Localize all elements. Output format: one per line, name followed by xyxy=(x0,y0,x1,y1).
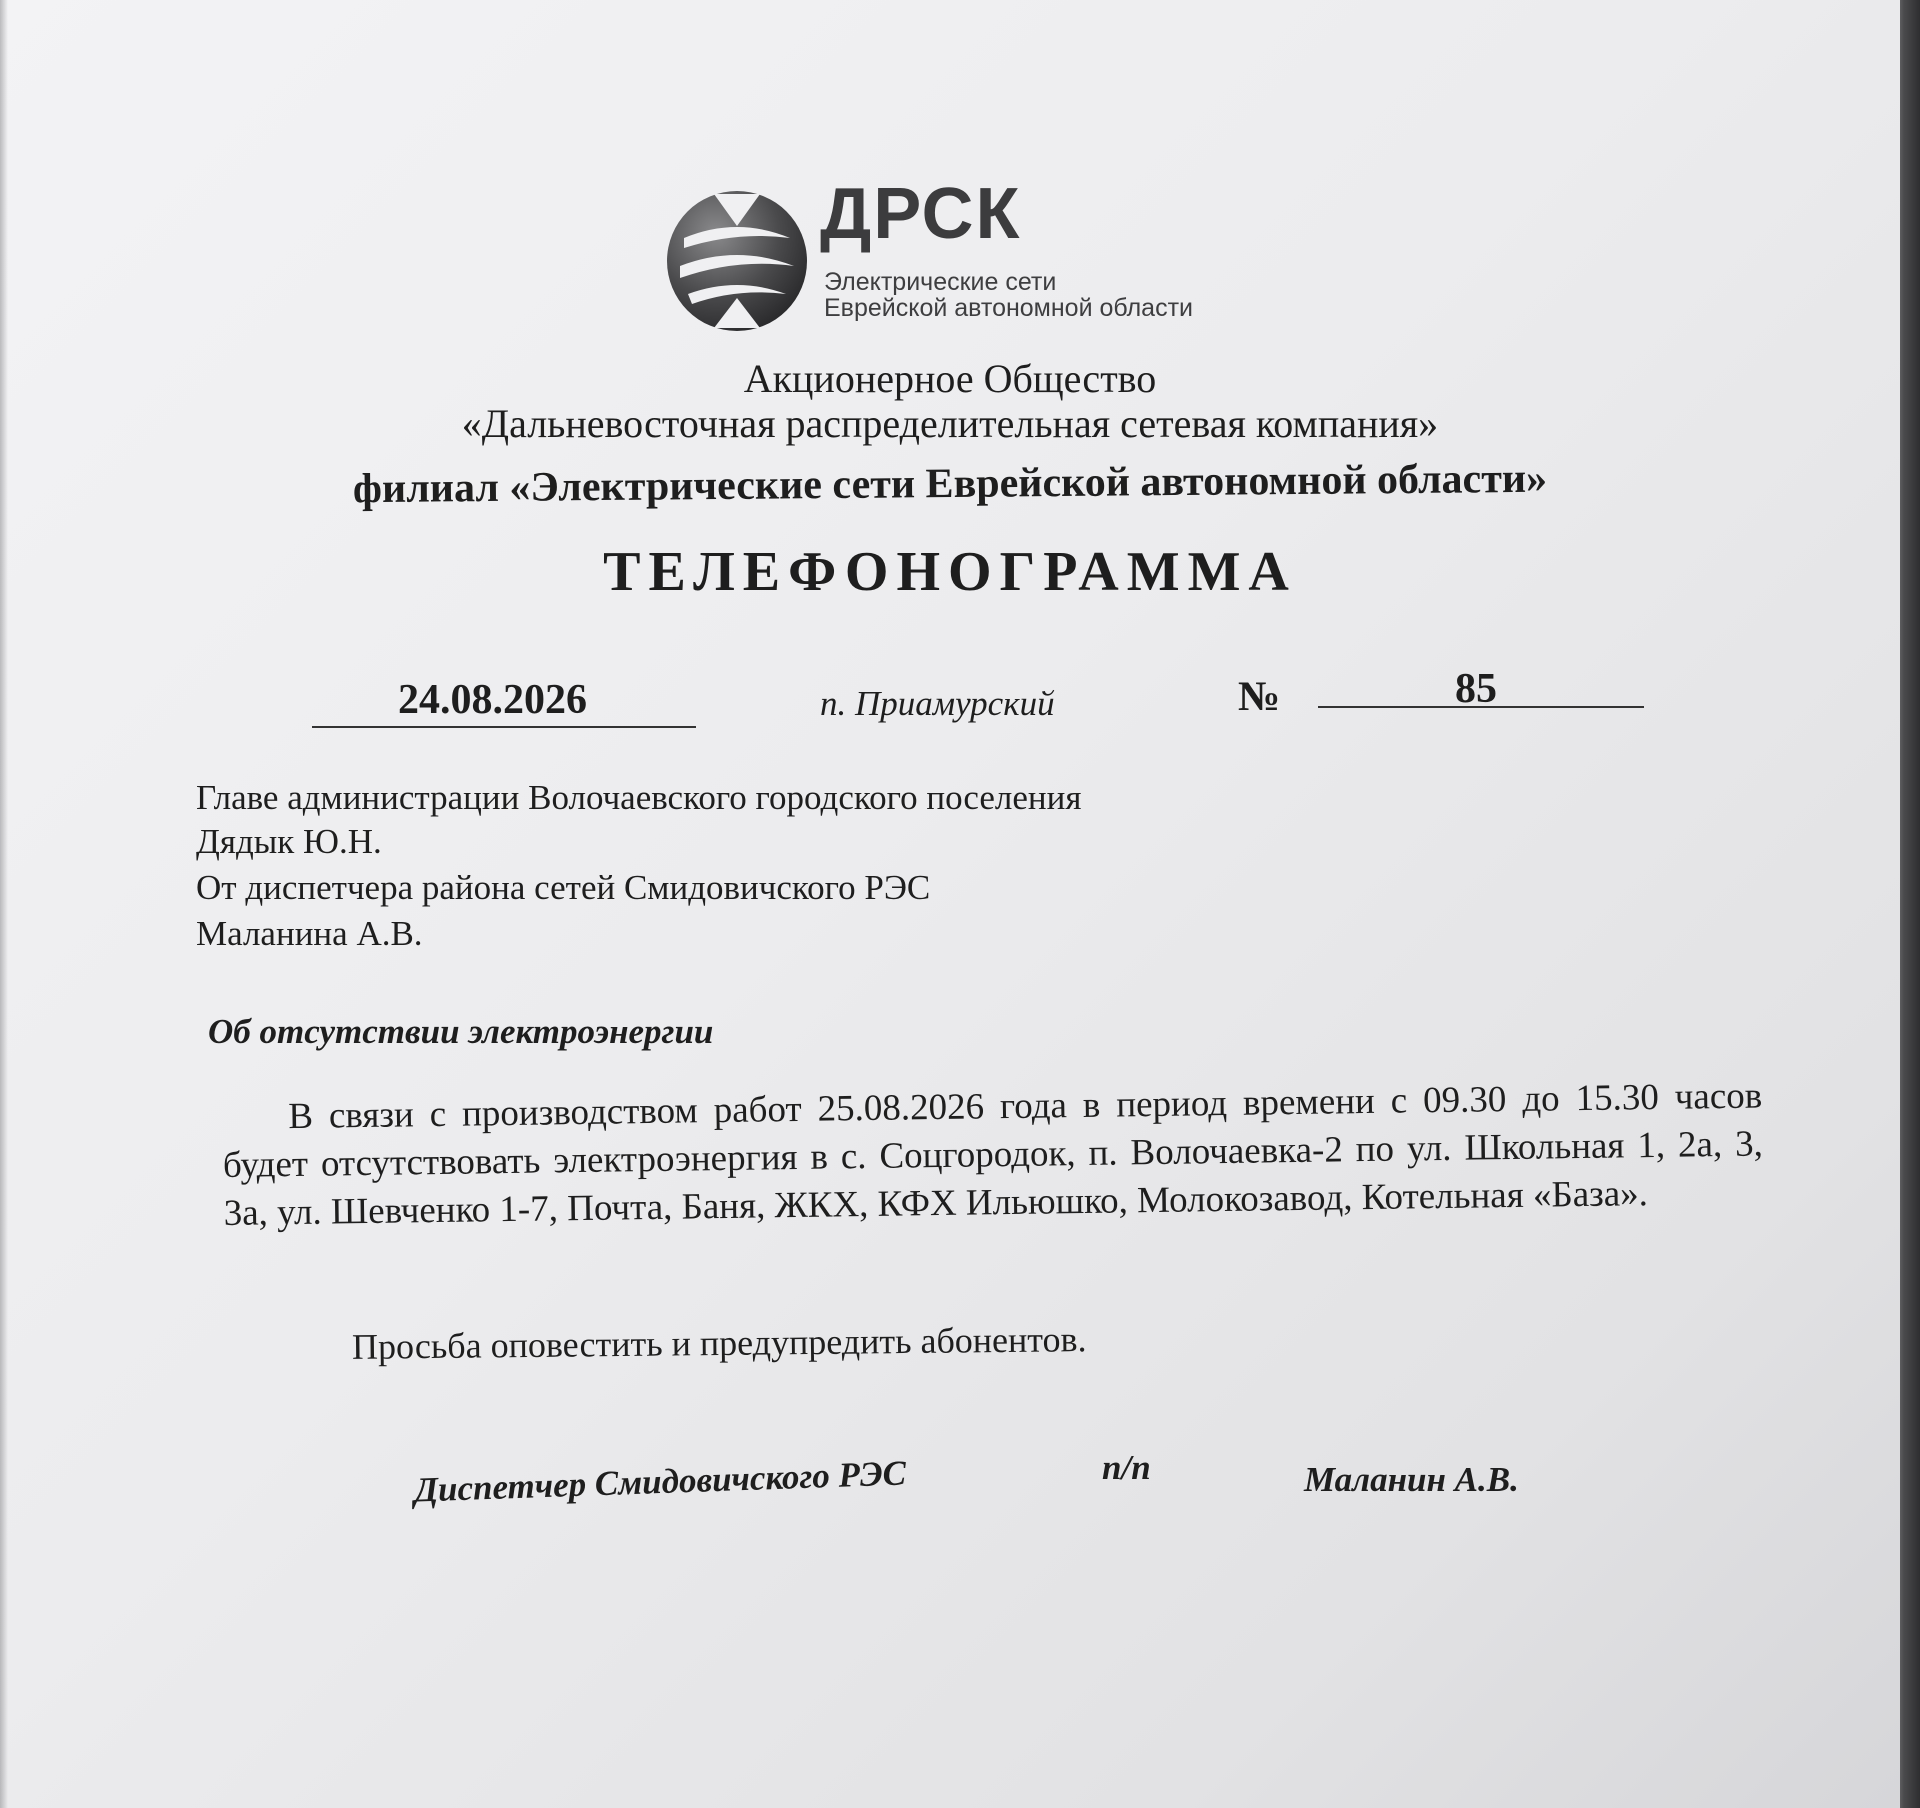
document-title: ТЕЛЕФОНОГРАММА xyxy=(603,541,1297,603)
brand-subtitle-line1: Электрические сети xyxy=(824,268,1057,296)
date-underline xyxy=(312,726,696,728)
document-subject: Об отсутствии электроэнергии xyxy=(208,1012,714,1051)
signature-role: Диспетчер Смидовичского РЭС xyxy=(413,1453,907,1510)
signature-mark: п/п xyxy=(1102,1448,1151,1487)
org-name-line2: «Дальневосточная распределительная сетевая компания» xyxy=(461,401,1439,446)
number-sign: № xyxy=(1238,674,1281,720)
brand-subtitle-line2: Еврейской автономной области xyxy=(824,294,1193,322)
document-date: 24.08.2026 xyxy=(398,677,587,723)
drsk-logo-icon xyxy=(662,186,812,336)
document-body: В связи с производством работ 25.08.2026 года в период времени с 09.30 до 15.30 часов будет отсутствовать электроэнергия в с. Соцгородок, п. Волочаевка-2 по ул. Школьная 1, 2а, 3, 3а, ул. Шевченко 1-7, Почта, Баня, ЖКХ, КФХ Ильюшко, Молокозавод, Котельная «База». xyxy=(222,1075,1764,1234)
request-text: Просьба оповестить и предупредить абонентов. xyxy=(351,1319,1087,1367)
branch-name: филиал «Электрические сети Еврейской автономной области» xyxy=(352,455,1548,513)
org-name-line1: Акционерное Общество xyxy=(743,356,1157,401)
signature-name: Маланин А.В. xyxy=(1304,1460,1519,1499)
document-place: п. Приамурский xyxy=(820,684,1055,723)
brand-name: ДРСК xyxy=(820,174,1022,254)
sender-line1: От диспетчера района сетей Смидовичского РЭС xyxy=(196,868,931,907)
addressee-line1: Главе администрации Волочаевского городского поселения xyxy=(196,778,1082,817)
document-number: 85 xyxy=(1455,666,1497,712)
sender-line2: Маланина А.В. xyxy=(196,914,423,953)
addressee-line2: Дядык Ю.Н. xyxy=(196,822,382,861)
